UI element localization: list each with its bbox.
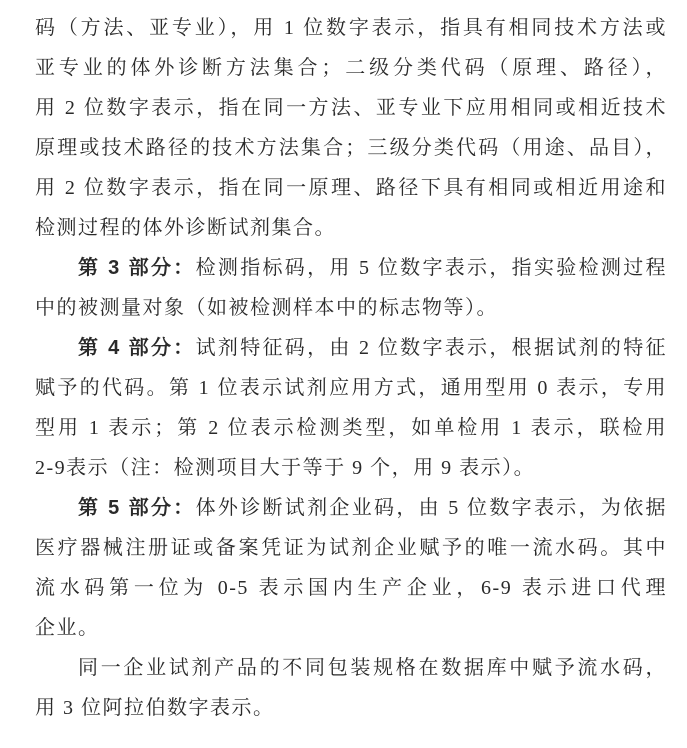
text-line-5 (35, 168, 667, 208)
document-text-block (35, 8, 667, 728)
section-label-part-5: 第 5 部分： (78, 497, 196, 519)
line-text: 中的被测量对象（如被检测样本中的标志物等）。 (35, 297, 498, 319)
text-line-13 (35, 488, 667, 528)
text-line-7 (35, 248, 667, 288)
line-text: 体外诊断试剂企业码，由 5 位数字表示，为依据 (195, 497, 667, 519)
line-text: 试剂特征码，由 2 位数字表示，根据试剂的特征 (195, 337, 667, 359)
text-line-1 (35, 8, 667, 48)
line-text: 码（方法、亚专业），用 1 位数字表示，指具有相同技术方法或 (35, 17, 667, 39)
text-line-8 (35, 288, 667, 328)
line-text: 型用 1 表示；第 2 位表示检测类型，如单检用 1 表示，联检用 (35, 417, 667, 439)
text-line-16 (35, 608, 667, 648)
text-line-6 (35, 208, 667, 248)
text-line-11 (35, 408, 667, 448)
text-line-12 (35, 448, 667, 488)
line-text: 亚专业的体外诊断方法集合；二级分类代码（原理、路径）， (35, 57, 667, 79)
line-text: 医疗器械注册证或备案凭证为试剂企业赋予的唯一流水码。其中 (35, 537, 667, 559)
section-label-part-4: 第 4 部分： (78, 337, 196, 359)
line-text: 赋予的代码。第 1 位表示试剂应用方式，通用型用 0 表示，专用 (35, 377, 667, 399)
text-line-10 (35, 368, 667, 408)
line-text: 企业。 (35, 617, 100, 639)
text-line-9 (35, 328, 667, 368)
line-text: 检测指标码，用 5 位数字表示，指实验检测过程 (195, 257, 667, 279)
line-text: 用 2 位数字表示，指在同一方法、亚专业下应用相同或相近技术 (35, 97, 667, 119)
text-line-14 (35, 528, 667, 568)
text-line-18 (35, 688, 667, 728)
text-line-4 (35, 128, 667, 168)
section-label-part-3: 第 3 部分： (78, 257, 196, 279)
text-line-17 (35, 648, 667, 688)
line-text: 同一企业试剂产品的不同包装规格在数据库中赋予流水码， (78, 657, 667, 679)
line-text: 流水码第一位为 0-5 表示国内生产企业，6-9 表示进口代理 (35, 577, 667, 599)
text-line-2 (35, 48, 667, 88)
line-text: 检测过程的体外诊断试剂集合。 (35, 217, 336, 239)
line-text: 用 2 位数字表示，指在同一原理、路径下具有相同或相近用途和 (35, 177, 667, 199)
text-line-15 (35, 568, 667, 608)
text-line-3 (35, 88, 667, 128)
line-text: 用 3 位阿拉伯数字表示。 (35, 697, 275, 719)
line-text: 原理或技术路径的技术方法集合；三级分类代码（用途、品目）， (35, 137, 667, 159)
line-text: 2-9表示（注：检测项目大于等于 9 个，用 9 表示）。 (35, 457, 536, 479)
